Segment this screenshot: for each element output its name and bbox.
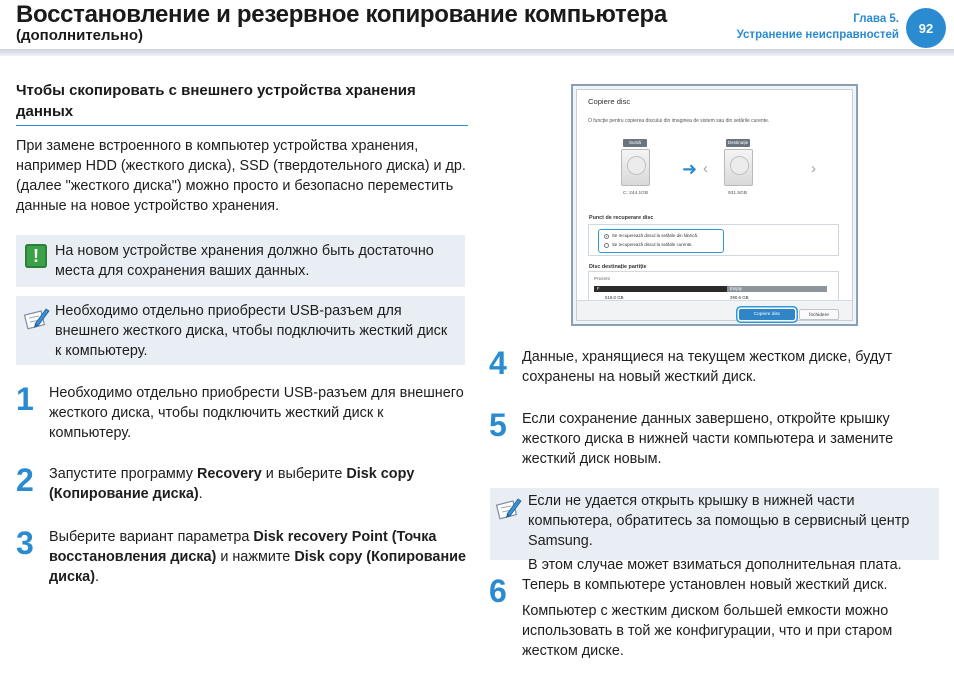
page-subtitle: (дополнительно) [16,27,143,44]
memo-note-text: Если не удается открыть крышку в нижней части компьютера, обратитесь за помощью в сервисный центр Samsung. [528,493,910,549]
dialog-description: O funcție pentru copierea discului din imaginea de sistem sau din setările curente. [588,118,770,124]
arrow-right-icon: ➜ [682,159,698,179]
page-title: Восстановление и резервное копирование компьютера [16,1,667,28]
close-button[interactable]: Închidere [799,309,839,320]
recovery-point-label: Punct de recuperare disc [589,215,654,221]
step-text: Необходимо отдельно приобрести USB-разъем для внешнего жесткого диска, чтобы подключить жесткий диск к компьютеру. [49,385,464,441]
dialog-window [576,89,853,321]
destination-tag: Destinație [727,140,749,145]
dialog-title: Copiere disc [588,97,631,106]
source-disk-caption: C: 244.1GB [623,191,649,196]
destination-disk-icon[interactable] [724,149,753,186]
warning-note-text: На новом устройстве хранения должно быть достаточно места для сохранения ваших данных. [55,243,434,279]
memo-note-extra: В этом случае может взиматься дополнительная плата. [528,557,902,573]
memo-icon [495,494,523,522]
chevron-left-icon[interactable]: ‹ [703,160,708,177]
source-disk-icon [621,149,650,186]
step-number: 5 [489,407,507,443]
source-tag: Sursă [623,139,647,147]
warning-icon: ! [25,244,47,268]
destination-disk-caption: 931.5GB [728,191,747,196]
partition-b-size: 390.6 GB [730,295,749,300]
partition-b-label: Empty [730,286,742,291]
menu-option-name: Disk copy (Копирование диска) [49,466,415,502]
partition-label: Disc destinație partiție [589,264,647,270]
page-header [0,0,954,56]
factory-settings-option[interactable]: Se recuperează discul la setările din fabrică. [612,233,699,238]
step-number: 6 [489,573,507,609]
current-settings-radio[interactable] [604,243,609,248]
step-number: 2 [16,462,34,498]
step-text [522,575,944,661]
step-text: Запустите программу Recovery и выберите Disk copy (Копирование диска). [49,466,415,502]
intro-paragraph: При замене встроенного в компьютер устройства хранения, например HDD (жесткого диска), SSD (твердотельного диска) и др. (далее "жесткого диска") можно просто и безопасно переместить данные на новое устройство хранения. [16,138,466,214]
memo-note-text: Необходимо отдельно приобрести USB-разъем для внешнего жесткого диска, чтобы подключить жесткий диск к компьютеру. [55,303,448,359]
copy-disc-button[interactable]: Copiere disc [739,309,795,320]
button-name: Disk copy (Копирование диска) [49,549,466,585]
chapter-title: Устранение неисправностей [736,29,899,41]
partition-bar-empty[interactable] [727,286,827,292]
step-number: 1 [16,381,34,417]
step-text: Если сохранение данных завершено, откройте крышку жесткого диска в нижней части компьютера и замените жесткий диск новым. [522,411,894,467]
copy-disc-dialog-screenshot [571,84,858,326]
program-name: Recovery [196,466,262,482]
memo-note [16,296,465,365]
step-number: 3 [16,525,34,561]
chapter-label [737,11,899,43]
partition-bar-used[interactable] [594,286,727,292]
memo-icon [23,304,51,332]
header-divider [0,49,954,56]
partition-a-size: 519.0 GB [605,295,624,300]
step-number: 4 [489,345,507,381]
step-text: Выберите вариант параметра Disk recovery Point (Точка восстановления диска) и нажмите Disk copy (Копирование диска). [49,529,466,585]
chapter-number: Глава 5. [853,13,899,25]
chevron-right-icon[interactable]: › [811,160,816,177]
step-text: Данные, хранящиеся на текущем жестком диске, будут сохранены на новый жесткий диск. [522,349,893,385]
parameter-name: Disk recovery Point (Точка восстановления диска) [49,529,437,565]
memo-note-service [490,488,939,573]
partition-header: Prezent [594,276,610,281]
current-settings-option[interactable]: Se recuperează discul la setările curente. [612,242,693,247]
step-text-line-1: Теперь в компьютере установлен новый жесткий диск. [522,577,888,593]
factory-settings-radio[interactable] [604,234,609,239]
step-text-line-2: Компьютер с жестким диском большей емкости можно использовать в той же конфигурации, что и при старом жестком диске. [522,603,893,659]
warning-note [16,235,465,287]
partition-a-label: F [597,286,600,291]
section-title: Чтобы скопировать с внешнего устройства хранения данных [16,80,468,126]
page-number-badge: 92 [906,8,946,48]
